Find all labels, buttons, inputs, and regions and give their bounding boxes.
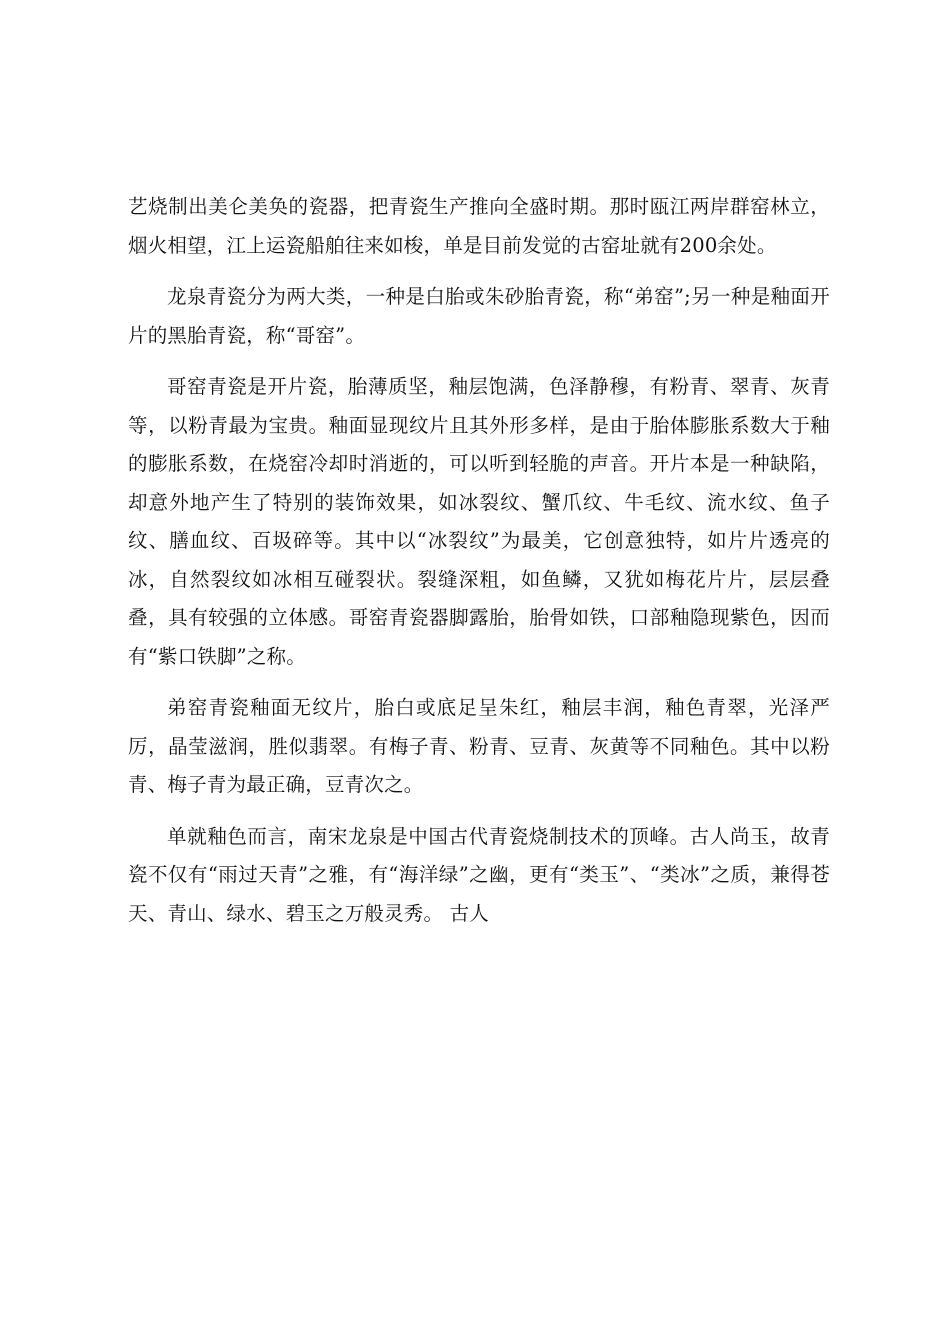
document-body	[128, 188, 830, 946]
paragraph-glaze-color: 单就釉色而言，南宋龙泉是中国古代青瓷烧制技术的顶峰。古人尚玉，故青瓷不仅有“雨过天青”之雅，有“海洋绿”之幽，更有“类玉”、“类冰”之质，兼得苍天、青山、绿水、碧玉之万般灵秀。 古人	[128, 824, 830, 925]
paragraph-ge-kiln: 哥窑青瓷是开片瓷，胎薄质坚，釉层饱满，色泽静穆，有粉青、翠青、灰青等，以粉青最为宝贵。釉面显现纹片且其外形多样，是由于胎体膨胀系数大于釉的膨胀系数，在烧窑冷却时消逝的，可以听到轻脆的声音。开片本是一种缺陷，却意外地产生了特别的装饰效果，如冰裂纹、蟹爪纹、牛毛纹、流水纹、鱼子纹、膳血纹、百圾碎等。其中以“冰裂纹”为最美，它创意独特，如片片透亮的冰，自然裂纹如冰相互碰裂状。裂缝深粗，如鱼鳞，又犹如梅花片片，层层叠叠，具有较强的立体感。哥窑青瓷器脚露胎，胎骨如铁，口部釉隐现紫色，因而有“紫口铁脚”之称。	[128, 375, 830, 668]
paragraph-di-kiln: 弟窑青瓷釉面无纹片，胎白或底足呈朱红，釉层丰润，釉色青翠，光泽严厉，晶莹滋润，胜似翡翠。有梅子青、粉青、豆青、灰黄等不同釉色。其中以粉青、梅子青为最正确，豆青次之。	[128, 696, 830, 796]
paragraph-continued: 艺烧制出美仑美奂的瓷器，把青瓷生产推向全盛时期。那时瓯江两岸群窑林立，烟火相望，江上运瓷船舶往来如梭，单是目前发觉的古窑址就有200余处。	[128, 195, 830, 257]
paragraph-two-types: 龙泉青瓷分为两大类，一种是白胎或朱砂胎青瓷，称“弟窑”;另一种是釉面开片的黑胎青瓷，称“哥窑”。	[128, 285, 830, 347]
